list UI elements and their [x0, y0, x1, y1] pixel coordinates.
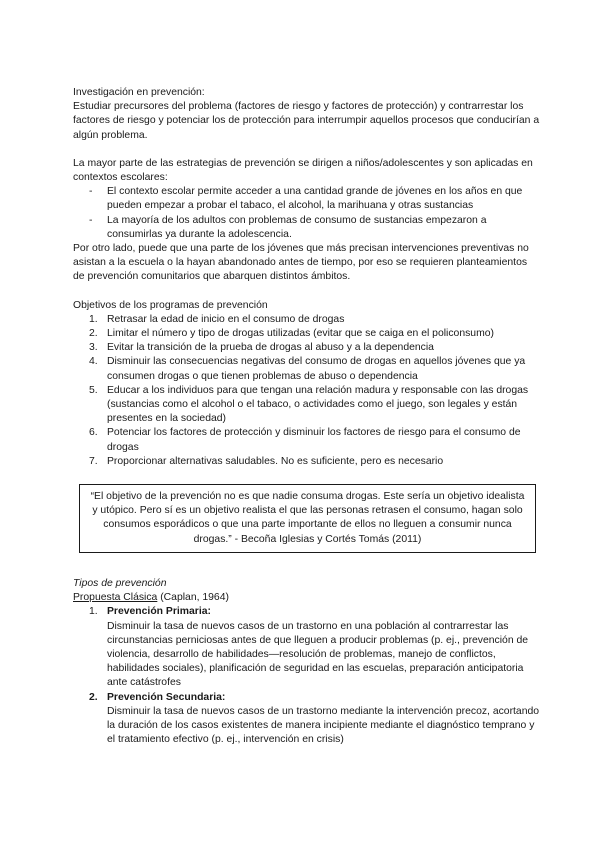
strategies-bullet-list	[73, 185, 540, 242]
list-item: 1. Prevención Primaria: Disminuir la tasa de nuevos casos de un trastorno en una población al contrarrestar las circunstancias perniciosas antes de que lleguen a producir problemas (p. ej., prevención de violencia, desarrollo de habilidades—resolución de problemas, manejo de conflictos, habilidades sociales), planificación de seguridad en las escuelas, preparación anticipatoria ante catástrofes	[89, 606, 529, 689]
list-item: - El contexto escolar permite acceder a una cantidad grande de jóvenes en los años en que pueden empezar a probar el tabaco, el alcohol, la marihuana y otras sustancias	[89, 185, 540, 213]
type-description: Disminuir la tasa de nuevos casos de un trastorno en una población al contrarrestar las circunstancias perniciosas antes de que lleguen a producir problemas (p. ej., prevención de violencia, desarrollo de habilidades—resolución de problemas, manejo de conflictos, habilidades sociales), planificación de seguridad en las escuelas, preparación anticipatoria ante catástrofes	[107, 620, 529, 689]
proposal-ref: (Caplan, 1964)	[157, 592, 229, 604]
strategies-lead: La mayor parte de las estrategias de prevención se dirigen a niños/adolescentes y son aplicadas en contextos escolares:	[73, 157, 533, 184]
prevention-types-list	[73, 605, 540, 747]
intro-paragraph: Estudiar precursores del problema (factores de riesgo y factores de protección) y contrarrestar los factores de riesgo y potenciar los de protección para interrumpir aquellos procesos que conducirían a algún problema.	[73, 101, 540, 141]
list-item: 6. Potenciar los factores de protección y disminuir los factores de riesgo para el consumo de drogas	[89, 427, 521, 453]
type-title: Prevención Secundaria:	[107, 691, 226, 703]
strategies-closing: Por otro lado, puede que una parte de los jóvenes que más precisan intervenciones preventivas no asistan a la escuela o la hayan abandonado antes de tiempo, por eso se requieren planteamientos de prevención comunitarios que abarquen distintos ámbitos.	[73, 243, 529, 283]
list-item: 5. Educar a los individuos para que tengan una relación madura y responsable con las drogas (sustancias como el alcohol o el tabaco, o actividades como el juego, son legales y están presentes en la sociedad)	[89, 384, 529, 425]
objectives-heading: Objetivos de los programas de prevención	[73, 299, 268, 311]
proposal-label: Propuesta Clásica	[73, 592, 158, 604]
type-title: Prevención Primaria:	[107, 606, 211, 618]
list-item: 2. Prevención Secundaria: Disminuir la tasa de nuevos casos de un trastorno mediante la intervención precoz, acortando la duración de los casos existentes de manera incipiente mediante el diagnóstico temprano y el tratamiento efectivo (p. ej., intervención en crisis)	[89, 691, 540, 746]
type-description: Disminuir la tasa de nuevos casos de un trastorno mediante la intervención precoz, acortando la duración de los casos existentes de manera incipiente mediante el diagnóstico temprano y el tratamiento efectivo (p. ej., intervención en crisis)	[107, 705, 540, 746]
quote-text: “El objetivo de la prevención no es que nadie consuma drogas. Este sería un objetivo idealista y utópico. Pero sí es un objetivo realista el que las personas retrasen el consumo, hagan solo consumos esporádicos o que una parte importante de ellos no lleguen a consumir nunca drogas.” - Becoña Iglesias y Cortés Tomás (2011)	[90, 491, 525, 545]
quote-box	[79, 484, 536, 553]
types-heading: Tipos de prevención	[73, 577, 167, 589]
list-item: 7. Proporcionar alternativas saludables. No es suficiente, pero es necesario	[89, 455, 444, 467]
proposal-line	[73, 591, 540, 605]
list-item: 4. Disminuir las consecuencias negativas del consumo de drogas en aquellos jóvenes que ya consumen drogas o que tienen problemas de abuso o dependencia	[89, 356, 526, 382]
list-item: 1. Retrasar la edad de inicio en el consumo de drogas	[89, 313, 345, 325]
list-item: - La mayoría de los adultos con problemas de consumo de sustancias empezaron a consumirlas ya durante la adolescencia.	[89, 214, 540, 242]
intro-heading: Investigación en prevención:	[73, 87, 205, 98]
list-item: 3. Evitar la transición de la prueba de drogas al abuso y a la dependencia	[89, 342, 434, 354]
list-item: 2. Limitar el número y tipo de drogas utilizadas (evitar que se caiga en el policonsumo)	[89, 328, 494, 340]
objectives-list	[73, 313, 540, 469]
